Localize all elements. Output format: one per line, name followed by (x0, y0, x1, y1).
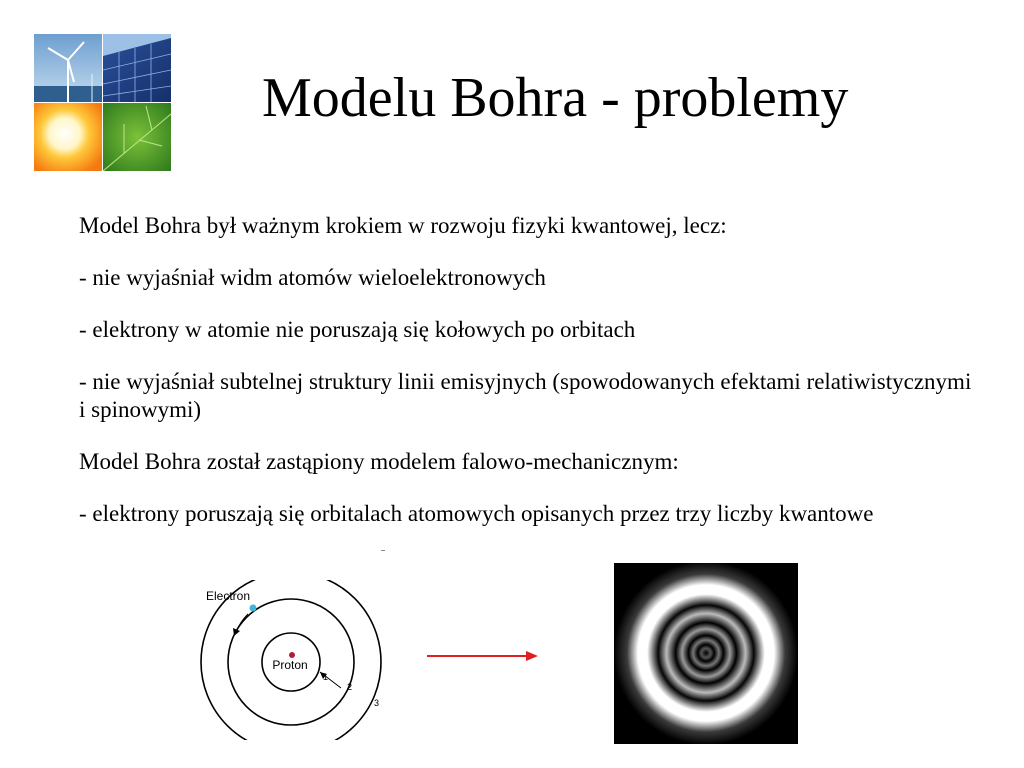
slide-title: Modelu Bohra - problemy (262, 67, 849, 129)
solar-panel-image (103, 34, 171, 102)
orbit-label-2: 2 (347, 682, 353, 692)
red-arrow (425, 648, 540, 664)
electron-label: Electron (206, 589, 251, 603)
wind-turbine-image (34, 34, 102, 102)
slide-body (79, 212, 979, 552)
bullet-orbitals: - elektrony poruszają się orbitalach atomowych opisanych przez trzy liczby kwantowe (79, 501, 874, 526)
orbit-label-1: 1 (323, 672, 329, 682)
paragraph-replacement: Model Bohra został zastąpiony modelem falowo-mechanicznym: (79, 449, 679, 474)
proton-label: Proton (272, 658, 308, 672)
leaf-image (103, 103, 171, 171)
bullet-orbits: - elektrony w atomie nie poruszają się kołowych po orbitach (79, 317, 636, 342)
logo (34, 34, 171, 171)
bohr-model-diagram (196, 580, 386, 740)
bullet-spectra: - nie wyjaśniał widm atomów wieloelektronowych (79, 265, 546, 290)
bullet-fine-structure: - nie wyjaśniał subtelnej struktury linii emisyjnych (spowodowanych efektami relatiwistycznymi i spinowymi) (79, 369, 972, 422)
orbit-label-3: 3 (374, 698, 380, 708)
orbital-wave-image (614, 563, 798, 744)
stray-mark (381, 550, 385, 551)
paragraph-intro: Model Bohra był ważnym krokiem w rozwoju fizyki kwantowej, lecz: (79, 213, 727, 238)
sun-image (34, 103, 102, 171)
electron-dot (250, 605, 257, 612)
